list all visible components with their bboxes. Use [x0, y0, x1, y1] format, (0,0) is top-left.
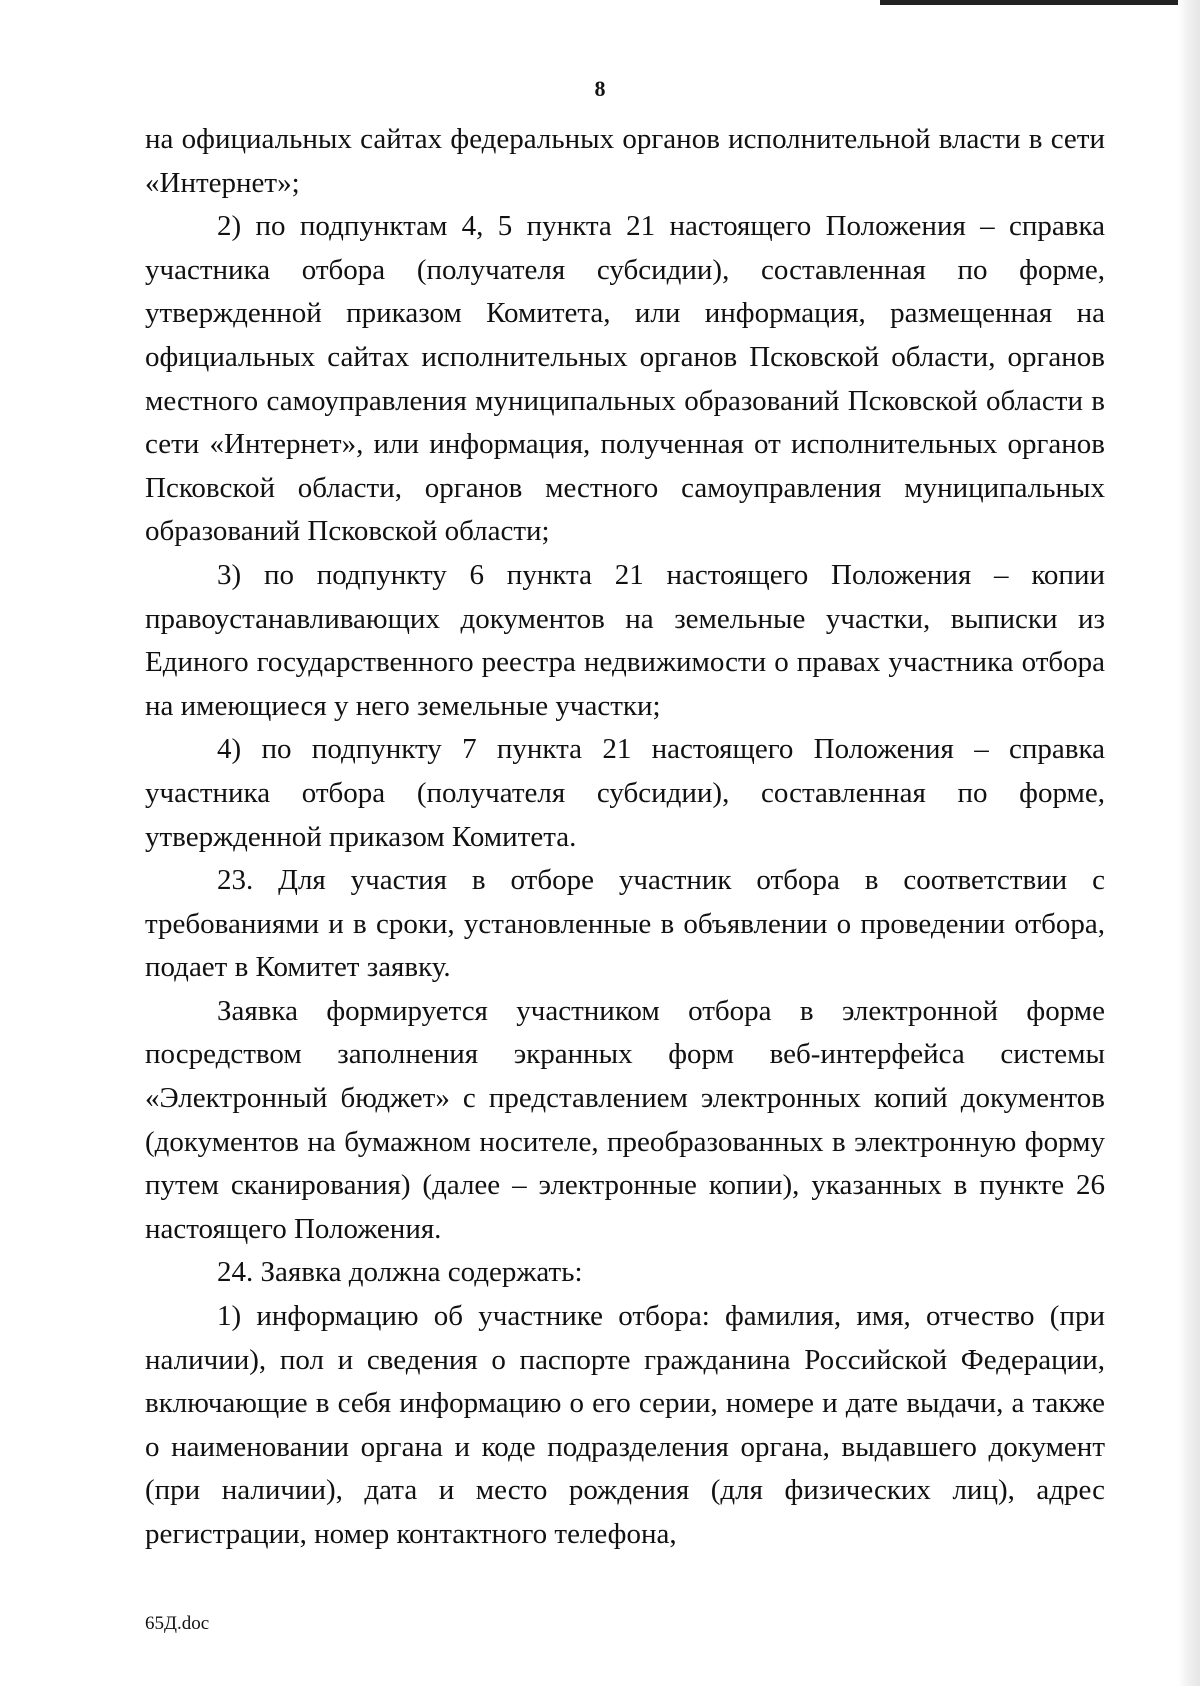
- paragraph-5: 23. Для участия в отборе участник отбора в соответствии с требованиями и в сроки, установленные в объявлении о проведении отбора, подает в Комитет заявку.: [145, 864, 1105, 984]
- page-number: 8: [594, 76, 606, 101]
- scan-edge-top: [880, 0, 1200, 5]
- paragraph-8: 1) информацию об участнике отбора: фамилия, имя, отчество (при наличии), пол и сведения о паспорте гражданина Российской Федерации, включающие в себя информацию о его серии, номере и дате выдачи, а также о наименовании органа и коде подразделения органа, выдавшего документ (при наличии), дата и место рождения (для физических лиц), адрес регистрации, номер контактного телефона,: [145, 1300, 1105, 1550]
- document-body: [145, 118, 1105, 1557]
- footer-filename: 65Д.doc: [145, 1613, 210, 1634]
- paragraph-6: Заявка формируется участником отбора в электронной форме посредством заполнения экранных форм веб-интерфейса системы «Электронный бюджет» с представлением электронных копий документов (документов на бумажном носителе, преобразованных в электронную форму путем сканирования) (далее – электронные копии), указанных в пункте 26 настоящего Положения.: [145, 994, 1105, 1245]
- paragraph-2: 2) по подпунктам 4, 5 пункта 21 настоящего Положения – справка участника отбора (получателя субсидии), составленная по форме, утвержденной приказом Комитета, или информация, размещенная на официальных сайтах исполнительных органов Псковской области, органов местного самоуправления муниципальных образований Псковской области в сети «Интернет», или информация, полученная от исполнительных органов Псковской области, органов местного самоуправления муниципальных образований Псковской области;: [145, 210, 1105, 548]
- paragraph-4: 4) по подпункту 7 пункта 21 настоящего Положения – справка участника отбора (получателя субсидии), составленная по форме, утвержденной приказом Комитета.: [145, 733, 1105, 853]
- paragraph-1: на официальных сайтах федеральных органов исполнительной власти в сети «Интернет»;: [145, 123, 1105, 199]
- paragraph-3: 3) по подпункту 6 пункта 21 настоящего Положения – копии правоустанавливающих документов на земельные участки, выписки из Единого государственного реестра недвижимости о правах участника отбора на имеющиеся у него земельные участки;: [145, 558, 1105, 722]
- paragraph-7: 24. Заявка должна содержать:: [217, 1256, 583, 1289]
- scan-edge-right: [1178, 0, 1200, 1686]
